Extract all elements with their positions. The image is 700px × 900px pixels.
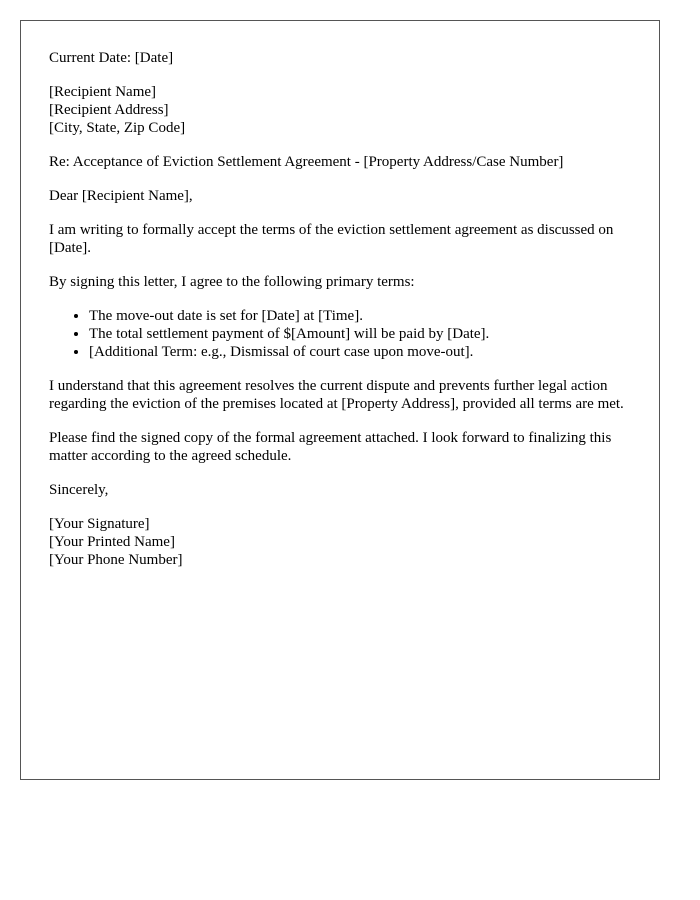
- recipient-city-state-zip: [City, State, Zip Code]: [49, 120, 186, 136]
- printed-name-line: [Your Printed Name]: [49, 534, 175, 550]
- terms-list-item: • The move-out date is set for [Date] at [Time].: [89, 307, 631, 325]
- closing-paragraph: Please find the signed copy of the formal agreement attached. I look forward to finalizing this matter according to the agreed schedule.: [49, 430, 612, 464]
- recipient-name: [Recipient Name]: [49, 84, 157, 100]
- terms-list-item: • The total settlement payment of $[Amount] will be paid by [Date].: [89, 325, 631, 343]
- signature-line: [Your Signature]: [49, 516, 150, 532]
- signature-block: [49, 515, 631, 569]
- sign-off: Sincerely,: [49, 482, 109, 498]
- terms-lead-paragraph: By signing this letter, I agree to the following primary terms:: [49, 274, 415, 290]
- subject-line: Re: Acceptance of Eviction Settlement Agreement - [Property Address/Case Number]: [49, 154, 564, 170]
- recipient-block: [49, 83, 631, 137]
- recipient-address: [Recipient Address]: [49, 102, 169, 118]
- intro-paragraph: I am writing to formally accept the terms of the eviction settlement agreement as discussed on [Date].: [49, 222, 614, 256]
- date-line: Current Date: [Date]: [49, 50, 174, 66]
- terms-list-item: • [Additional Term: e.g., Dismissal of court case upon move-out].: [89, 343, 631, 361]
- phone-number-line: [Your Phone Number]: [49, 552, 183, 568]
- terms-list: [49, 307, 631, 361]
- salutation: Dear [Recipient Name],: [49, 188, 193, 204]
- understanding-paragraph: I understand that this agreement resolves the current dispute and prevents further legal action regarding the eviction of the premises located at [Property Address], provided all terms are met.: [49, 378, 624, 412]
- letter-page: [20, 20, 660, 780]
